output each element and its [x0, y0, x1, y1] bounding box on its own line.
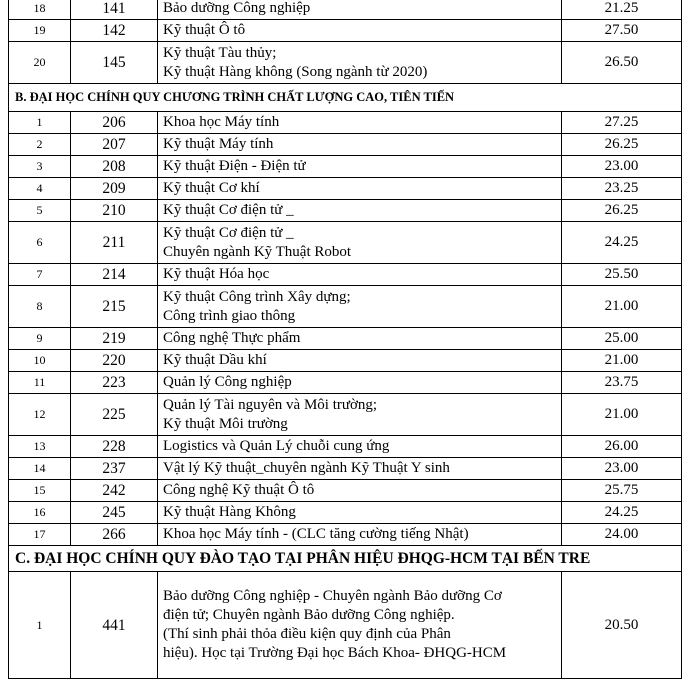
- cutoff-score: 21.00: [562, 286, 682, 328]
- table-row: [9, 286, 682, 328]
- major-name-line: Khoa học Máy tính - (CLC tăng cường tiếng Nhật): [163, 526, 469, 542]
- major-name-line: Kỹ thuật Cơ điện tử _: [163, 224, 294, 241]
- major-code: 225: [71, 394, 158, 436]
- major-name-line: hiệu). Học tại Trường Đại học Bách Khoa- ĐHQG-HCM: [163, 645, 507, 661]
- cutoff-score: 24.25: [562, 502, 682, 524]
- major-name-line: Kỹ thuật Tàu thủy;: [163, 44, 277, 61]
- table-row: [9, 200, 682, 222]
- major-code: 228: [71, 436, 158, 458]
- major-name: [158, 328, 562, 350]
- row-number: 1: [9, 572, 71, 679]
- major-name-line: Kỹ thuật Máy tính: [163, 136, 274, 152]
- table-row: [9, 436, 682, 458]
- major-name: [158, 524, 562, 546]
- table-row: [9, 264, 682, 286]
- major-name-line: Khoa học Máy tính: [163, 114, 280, 130]
- major-name-line: Logistics và Quản Lý chuỗi cung ứng: [163, 438, 390, 454]
- major-code: 142: [71, 20, 158, 42]
- major-name: [158, 394, 562, 436]
- major-name: [158, 502, 562, 524]
- major-name: [158, 156, 562, 178]
- table-row: [9, 112, 682, 134]
- cutoff-score: 21.00: [562, 394, 682, 436]
- major-code: 220: [71, 350, 158, 372]
- cutoff-score: 26.50: [562, 42, 682, 84]
- major-name: [158, 222, 562, 264]
- row-number: 19: [9, 20, 71, 42]
- major-name: [158, 458, 562, 480]
- major-name-line: Kỹ thuật Hàng không (Song ngành từ 2020): [163, 63, 428, 80]
- major-name-line: Kỹ thuật Hóa học: [163, 266, 270, 282]
- table-row: [9, 178, 682, 200]
- major-name-line: Quản lý Công nghiệp: [163, 374, 292, 390]
- major-name-line: Quản lý Tài nguyên và Môi trường;: [163, 396, 378, 413]
- major-code: 211: [71, 222, 158, 264]
- row-number: 9: [9, 328, 71, 350]
- cutoff-score: 27.25: [562, 112, 682, 134]
- row-number: 15: [9, 480, 71, 502]
- major-name-line: Kỹ thuật Môi trường: [163, 415, 288, 432]
- major-name-line: Công trình giao thông: [163, 307, 296, 324]
- row-number: 10: [9, 350, 71, 372]
- major-name-line: Công nghệ Kỹ thuật Ô tô: [163, 482, 315, 498]
- cutoff-score: 20.50: [562, 572, 682, 679]
- major-name: [158, 480, 562, 502]
- major-code: 245: [71, 502, 158, 524]
- cutoff-score: 25.50: [562, 264, 682, 286]
- cutoff-score: 26.25: [562, 134, 682, 156]
- row-number: 7: [9, 264, 71, 286]
- row-number: 11: [9, 372, 71, 394]
- cutoff-score: 26.25: [562, 200, 682, 222]
- major-name: [158, 286, 562, 328]
- cutoff-score: 23.75: [562, 372, 682, 394]
- major-name-line: Bảo dưỡng Công nghiệp: [163, 0, 311, 16]
- major-name: [158, 350, 562, 372]
- major-code: 242: [71, 480, 158, 502]
- section-c-header: [9, 546, 682, 572]
- table-row: [9, 372, 682, 394]
- cutoff-score: 23.00: [562, 156, 682, 178]
- table-body: [9, 0, 682, 679]
- major-name: [158, 178, 562, 200]
- major-code: 237: [71, 458, 158, 480]
- table-row: [9, 134, 682, 156]
- major-name: [158, 0, 562, 20]
- table-row: [9, 156, 682, 178]
- major-code: 266: [71, 524, 158, 546]
- table-row: [9, 458, 682, 480]
- major-name: [158, 134, 562, 156]
- row-number: 1: [9, 112, 71, 134]
- cutoff-score: 21.00: [562, 350, 682, 372]
- row-number: 17: [9, 524, 71, 546]
- major-name-line: điện tử; Chuyên ngành Bảo dưỡng Công nghiệp.: [163, 607, 455, 623]
- row-number: 5: [9, 200, 71, 222]
- major-code: 208: [71, 156, 158, 178]
- row-number: 14: [9, 458, 71, 480]
- cutoff-score: 21.25: [562, 0, 682, 20]
- cutoff-score: 27.50: [562, 20, 682, 42]
- major-code: 210: [71, 200, 158, 222]
- table-row: [9, 394, 682, 436]
- major-name-line: Kỹ thuật Hàng Không: [163, 504, 296, 520]
- major-code: 441: [71, 572, 158, 679]
- major-code: 145: [71, 42, 158, 84]
- major-name: [158, 436, 562, 458]
- major-name: [158, 112, 562, 134]
- table-row: [9, 328, 682, 350]
- table-row: [9, 524, 682, 546]
- row-number: 4: [9, 178, 71, 200]
- major-name: [158, 20, 562, 42]
- section-title: C. ĐẠI HỌC CHÍNH QUY ĐÀO TẠO TẠI PHÂN HIỆU ĐHQG-HCM TẠI BẾN TRE: [9, 546, 682, 572]
- row-number: 6: [9, 222, 71, 264]
- section-b-header: [9, 84, 682, 112]
- major-name-line: Kỹ thuật Công trình Xây dựng;: [163, 288, 351, 305]
- row-number: 20: [9, 42, 71, 84]
- cutoff-score: 23.25: [562, 178, 682, 200]
- major-name-line: Kỹ thuật Ô tô: [163, 22, 246, 38]
- major-name-line: Kỹ thuật Cơ điện tử _: [163, 202, 294, 218]
- major-name: [158, 372, 562, 394]
- cutoff-score: 25.75: [562, 480, 682, 502]
- table-row: [9, 572, 682, 679]
- row-number: 13: [9, 436, 71, 458]
- major-name-line: Kỹ thuật Dầu khí: [163, 352, 267, 368]
- section-title: B. ĐẠI HỌC CHÍNH QUY CHƯƠNG TRÌNH CHẤT LƯỢNG CAO, TIÊN TIẾN: [9, 84, 682, 112]
- major-name-line: Chuyên ngành Kỹ Thuật Robot: [163, 243, 352, 260]
- major-code: 141: [71, 0, 158, 20]
- table-row: [9, 42, 682, 84]
- major-name-line: Vật lý Kỹ thuật_chuyên ngành Kỹ Thuật Y sinh: [163, 460, 450, 476]
- table-row: [9, 502, 682, 524]
- row-number: 18: [9, 0, 71, 20]
- cutoff-score: 25.00: [562, 328, 682, 350]
- row-number: 2: [9, 134, 71, 156]
- row-number: 12: [9, 394, 71, 436]
- major-name-line: Kỹ thuật Cơ khí: [163, 180, 260, 196]
- major-name-line: (Thí sinh phải thỏa điều kiện quy định của Phân: [163, 626, 451, 642]
- table-row: [9, 222, 682, 264]
- major-code: 206: [71, 112, 158, 134]
- major-name: [158, 200, 562, 222]
- major-name: [158, 42, 562, 84]
- major-name-line: Công nghệ Thực phẩm: [163, 330, 301, 346]
- table-row: [9, 480, 682, 502]
- cutoff-score: 24.00: [562, 524, 682, 546]
- major-code: 223: [71, 372, 158, 394]
- cutoff-score: 23.00: [562, 458, 682, 480]
- cutoff-score: 26.00: [562, 436, 682, 458]
- major-code: 209: [71, 178, 158, 200]
- table-row: [9, 0, 682, 20]
- admission-score-table: [8, 0, 682, 679]
- major-code: 215: [71, 286, 158, 328]
- row-number: 16: [9, 502, 71, 524]
- table-row: [9, 20, 682, 42]
- major-code: 207: [71, 134, 158, 156]
- table-row: [9, 350, 682, 372]
- major-name-line: Bảo dưỡng Công nghiệp - Chuyên ngành Bảo dưỡng Cơ: [163, 588, 502, 604]
- major-code: 214: [71, 264, 158, 286]
- major-name: [158, 572, 562, 679]
- major-code: 219: [71, 328, 158, 350]
- cutoff-score: 24.25: [562, 222, 682, 264]
- row-number: 8: [9, 286, 71, 328]
- row-number: 3: [9, 156, 71, 178]
- major-name: [158, 264, 562, 286]
- major-name-line: Kỹ thuật Điện - Điện tử: [163, 158, 306, 174]
